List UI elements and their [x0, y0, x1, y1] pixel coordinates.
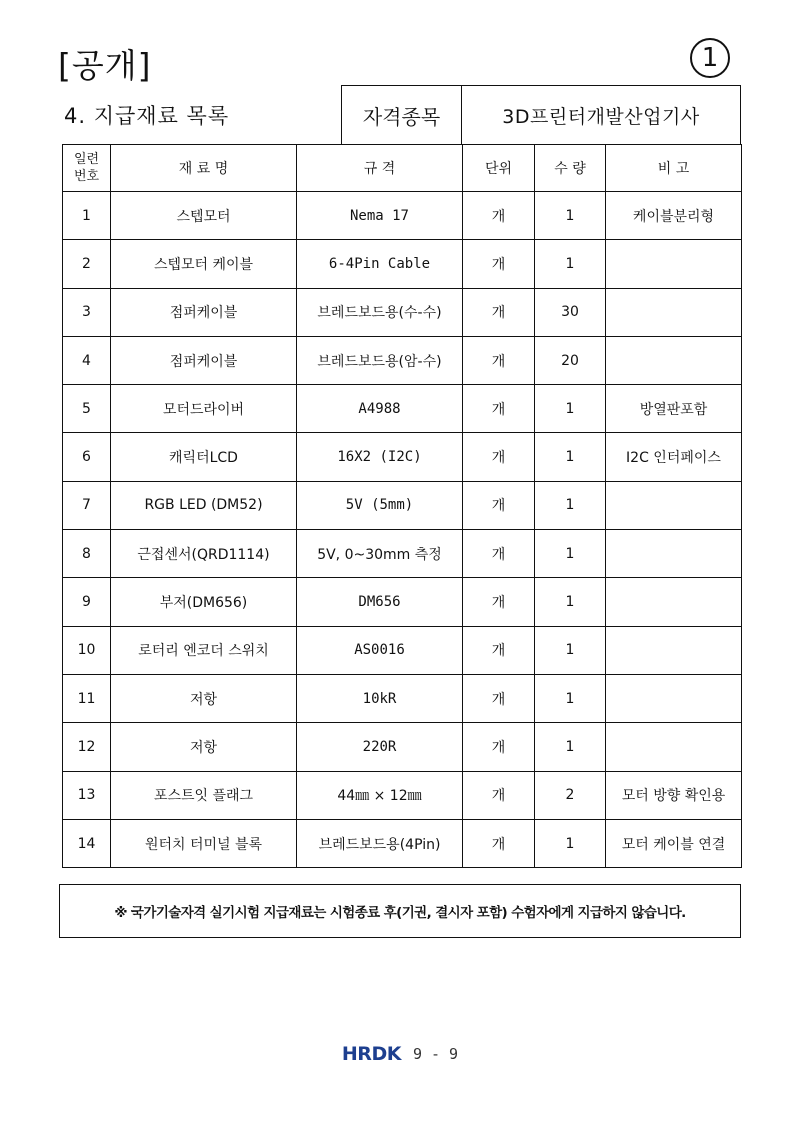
cell-note: [606, 626, 742, 674]
table-row: [63, 626, 742, 674]
table-row: [63, 723, 742, 771]
cell-spec: 10kR: [297, 674, 463, 722]
cell-serial-number: 7: [63, 481, 111, 529]
cell-unit: 개: [463, 674, 535, 722]
cell-serial-number: 9: [63, 578, 111, 626]
cell-note: [606, 674, 742, 722]
cell-material-name: 캐릭터LCD: [111, 433, 297, 481]
certification-value: 3D프린터개발산업기사: [502, 105, 700, 128]
cell-material-name: 점퍼케이블: [111, 336, 297, 384]
cell-note: I2C 인터페이스: [606, 433, 742, 481]
cell-note: [606, 723, 742, 771]
table-row: [63, 192, 742, 240]
cell-spec: 브레드보드용(암-수): [297, 336, 463, 384]
cell-quantity: 1: [535, 385, 606, 433]
cell-quantity: 1: [535, 192, 606, 240]
cell-quantity: 1: [535, 530, 606, 578]
cell-quantity: 1: [535, 481, 606, 529]
cell-quantity: 1: [535, 674, 606, 722]
cell-serial-number: 12: [63, 723, 111, 771]
table-row: [63, 819, 742, 867]
cell-spec: 5V (5mm): [297, 481, 463, 529]
cell-unit: 개: [463, 723, 535, 771]
cell-unit: 개: [463, 530, 535, 578]
page-footer: [0, 1043, 800, 1065]
cell-spec: 16X2 (I2C): [297, 433, 463, 481]
cell-quantity: 20: [535, 336, 606, 384]
cell-spec: DM656: [297, 578, 463, 626]
cell-spec: 220R: [297, 723, 463, 771]
cell-note: 모터 방향 확인용: [606, 771, 742, 819]
table-row: [63, 433, 742, 481]
cell-unit: 개: [463, 578, 535, 626]
cell-serial-number: 8: [63, 530, 111, 578]
header-material-name: 재 료 명: [111, 145, 297, 192]
circled-page-number: 1: [690, 38, 730, 78]
cell-serial-number: 3: [63, 288, 111, 336]
cell-spec: AS0016: [297, 626, 463, 674]
cell-quantity: 2: [535, 771, 606, 819]
header-serial-number: [63, 145, 111, 192]
cell-unit: 개: [463, 240, 535, 288]
header-note: 비 고: [606, 145, 742, 192]
table-row: [63, 771, 742, 819]
header-unit: 단위: [463, 145, 535, 192]
materials-table: [62, 144, 742, 868]
cell-spec: 44㎜ × 12㎜: [297, 771, 463, 819]
cell-serial-number: 13: [63, 771, 111, 819]
cell-material-name: 원터치 터미널 블록: [111, 819, 297, 867]
table-row: [63, 385, 742, 433]
cell-quantity: 1: [535, 819, 606, 867]
cell-note: 방열판포함: [606, 385, 742, 433]
table-row: [63, 578, 742, 626]
cell-note: [606, 336, 742, 384]
cell-serial-number: 10: [63, 626, 111, 674]
cell-serial-number: 14: [63, 819, 111, 867]
cell-material-name: RGB LED (DM52): [111, 481, 297, 529]
cell-material-name: 스텝모터: [111, 192, 297, 240]
cell-material-name: 근접센서(QRD1114): [111, 530, 297, 578]
disclosure-label: [공개]: [58, 46, 152, 85]
cell-material-name: 로터리 엔코더 스위치: [111, 626, 297, 674]
cell-spec: 브레드보드용(수-수): [297, 288, 463, 336]
cell-unit: 개: [463, 288, 535, 336]
header-spec: 규 격: [297, 145, 463, 192]
cell-spec: 브레드보드용(4Pin): [297, 819, 463, 867]
cell-serial-number: 1: [63, 192, 111, 240]
cell-quantity: 1: [535, 723, 606, 771]
cell-serial-number: 6: [63, 433, 111, 481]
cell-note: [606, 578, 742, 626]
cell-note: [606, 288, 742, 336]
cell-note: [606, 240, 742, 288]
table-header-row: [63, 145, 742, 192]
table-row: [63, 481, 742, 529]
cell-spec: 6-4Pin Cable: [297, 240, 463, 288]
table-row: [63, 530, 742, 578]
cell-spec: Nema 17: [297, 192, 463, 240]
cell-quantity: 1: [535, 626, 606, 674]
table-row: [63, 240, 742, 288]
certification-box: [341, 85, 741, 144]
cell-unit: 개: [463, 771, 535, 819]
cell-unit: 개: [463, 481, 535, 529]
cell-spec: A4988: [297, 385, 463, 433]
cell-unit: 개: [463, 433, 535, 481]
cell-serial-number: 5: [63, 385, 111, 433]
header-serial-line2: 번호: [73, 169, 100, 184]
cell-serial-number: 2: [63, 240, 111, 288]
cell-quantity: 1: [535, 240, 606, 288]
cell-material-name: 부저(DM656): [111, 578, 297, 626]
header-serial-line1: 일련: [73, 152, 100, 167]
table-row: [63, 336, 742, 384]
notice-box: ※ 국가기술자격 실기시험 지급재료는 시험종료 후(기권, 결시자 포함) 수험자에게 지급하지 않습니다.: [59, 884, 741, 938]
cell-material-name: 저항: [111, 674, 297, 722]
cell-material-name: 모터드라이버: [111, 385, 297, 433]
cell-unit: 개: [463, 336, 535, 384]
cell-serial-number: 4: [63, 336, 111, 384]
cell-material-name: 포스트잇 플래그: [111, 771, 297, 819]
table-row: [63, 288, 742, 336]
cell-note: 케이블분리형: [606, 192, 742, 240]
cell-unit: 개: [463, 626, 535, 674]
cell-material-name: 스텝모터 케이블: [111, 240, 297, 288]
cell-note: 모터 케이블 연결: [606, 819, 742, 867]
cell-quantity: 1: [535, 433, 606, 481]
cell-note: [606, 481, 742, 529]
cell-unit: 개: [463, 385, 535, 433]
cell-serial-number: 11: [63, 674, 111, 722]
cell-unit: 개: [463, 192, 535, 240]
cell-quantity: 1: [535, 578, 606, 626]
page-number: 9 - 9: [412, 1045, 459, 1063]
cell-note: [606, 530, 742, 578]
section-title: 4. 지급재료 목록: [64, 104, 230, 128]
cell-quantity: 30: [535, 288, 606, 336]
header-quantity: 수 량: [535, 145, 606, 192]
cell-material-name: 점퍼케이블: [111, 288, 297, 336]
cell-spec: 5V, 0~30mm 측정: [297, 530, 463, 578]
table-row: [63, 674, 742, 722]
cell-unit: 개: [463, 819, 535, 867]
certification-label: 자격종목: [342, 86, 462, 144]
cell-material-name: 저항: [111, 723, 297, 771]
hrdk-logo: HRDK: [341, 1043, 401, 1065]
